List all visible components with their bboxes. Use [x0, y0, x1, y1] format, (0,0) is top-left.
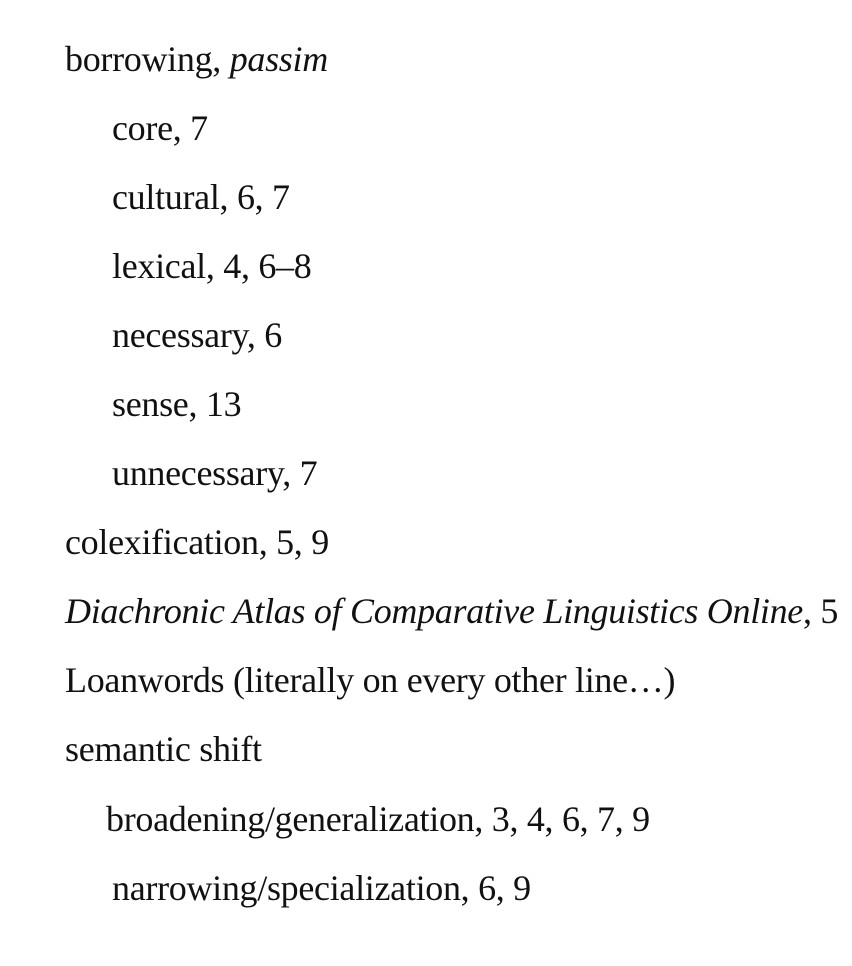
entry-text: core, 7: [112, 108, 208, 148]
entry-text: unnecessary, 7: [112, 453, 318, 493]
index-subentry-sense: [112, 382, 241, 426]
index-entry-loanwords: [65, 658, 675, 702]
entry-text: cultural, 6, 7: [112, 177, 290, 217]
index-subentry-cultural: [112, 175, 290, 219]
entry-italic-text: passim: [229, 39, 328, 79]
entry-text: lexical, 4, 6–8: [112, 246, 312, 286]
entry-text: colexification, 5, 9: [65, 522, 329, 562]
index-subentry-broadening: [106, 797, 650, 841]
entry-suffix: , 5: [802, 591, 839, 631]
index-subentry-unnecessary: [112, 451, 317, 495]
entry-italic-text: Diachronic Atlas of Comparative Linguistics Online: [65, 591, 803, 631]
index-entry-borrowing: [65, 37, 328, 81]
entry-text: broadening/generalization, 3, 4, 6, 7, 9: [106, 799, 650, 839]
entry-text: Loanwords (literally on every other line…): [65, 660, 676, 700]
index-entry-diachronic-atlas: [65, 589, 838, 633]
entry-text: sense, 13: [112, 384, 242, 424]
index-entry-semantic-shift: [65, 727, 262, 771]
entry-text: borrowing,: [65, 39, 230, 79]
entry-text: necessary, 6: [112, 315, 282, 355]
index-subentry-narrowing: [112, 866, 531, 910]
entry-text: narrowing/specialization, 6, 9: [112, 868, 531, 908]
index-subentry-core: [112, 106, 208, 150]
index-entry-colexification: [65, 520, 329, 564]
entry-text: semantic shift: [65, 729, 262, 769]
index-subentry-lexical: [112, 244, 311, 288]
index-subentry-necessary: [112, 313, 282, 357]
